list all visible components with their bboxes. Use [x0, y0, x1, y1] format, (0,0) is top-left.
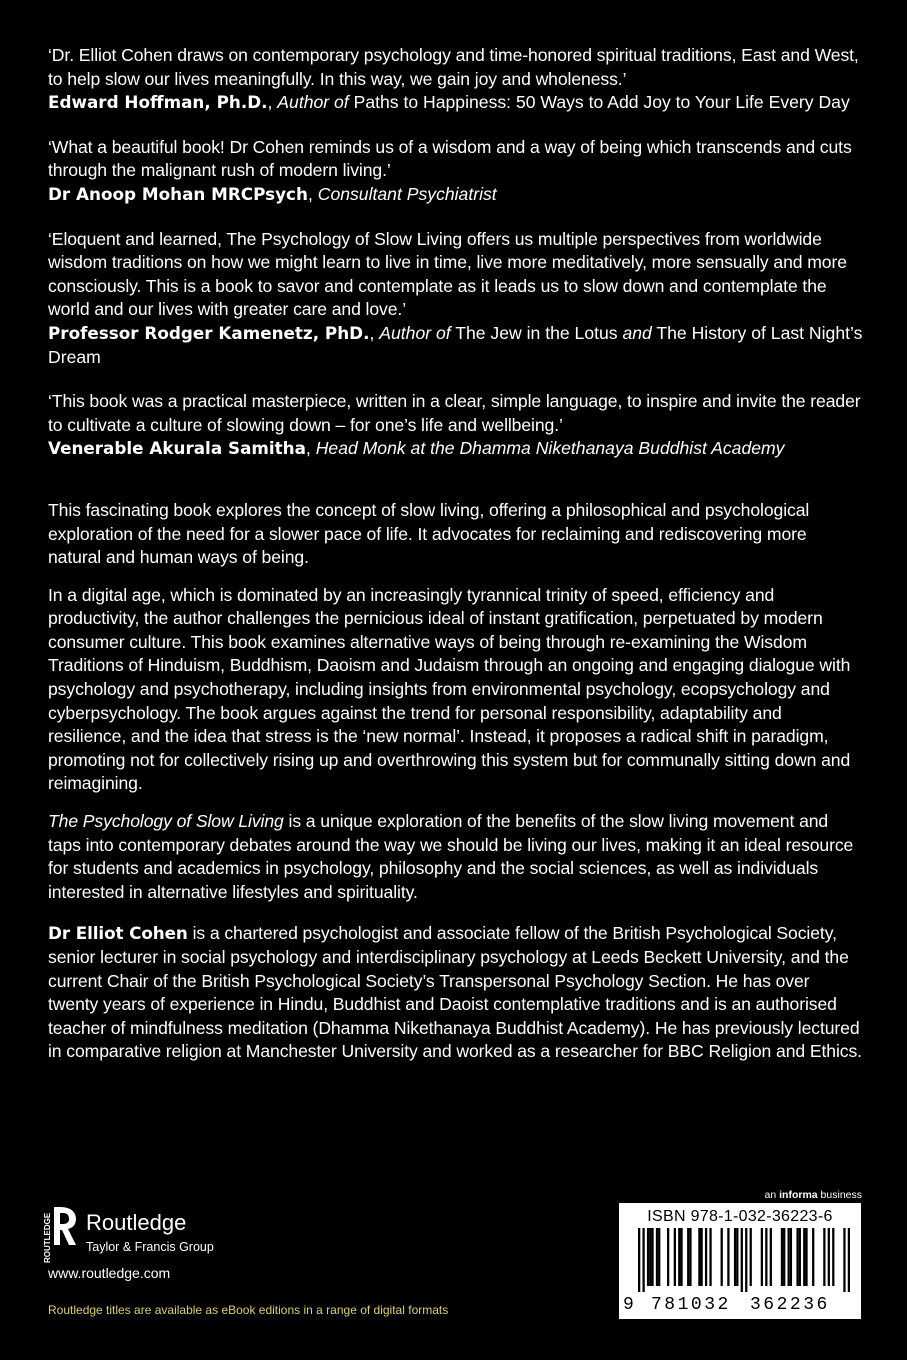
routledge-vertical-wordmark: ROUTLEDGE — [43, 1212, 52, 1263]
barcode-bar — [803, 1228, 805, 1286]
barcode-bar — [680, 1228, 682, 1286]
endorser-role: Author of — [277, 92, 349, 113]
barcode-bar — [658, 1228, 660, 1286]
barcode-bar — [805, 1228, 807, 1286]
routledge-logo — [42, 1205, 242, 1265]
barcode-bar — [736, 1228, 738, 1286]
routledge-mark-icon — [42, 1205, 78, 1263]
ean-left-group: 781032 — [651, 1295, 731, 1315]
barcode-bars — [638, 1228, 850, 1292]
endorser-name: Professor Rodger Kamenetz, PhD. — [48, 322, 370, 343]
endorser-work-2: The History of Last Night’s Dream — [48, 322, 863, 367]
endorsement-quote: ‘What a beautiful book! Dr Cohen reminds us of a wisdom and a way of being which transcends and cuts through the malignant rush of modern living.’ — [48, 136, 852, 181]
book-title: The Psychology of Slow Living — [48, 811, 284, 832]
barcode-bar — [700, 1228, 702, 1286]
publisher-group: Taylor & Francis Group — [86, 1240, 214, 1254]
barcode-bar — [678, 1228, 680, 1286]
barcode-bar — [781, 1228, 783, 1286]
barcode-bar — [828, 1228, 830, 1286]
barcode-bar — [848, 1228, 850, 1292]
barcode-bar — [812, 1228, 814, 1286]
barcode-bar — [651, 1228, 653, 1286]
endorsement-attribution — [48, 437, 863, 461]
barcode-bar — [765, 1228, 767, 1286]
barcode-bar — [783, 1228, 785, 1286]
endorsement-quote: ‘Eloquent and learned, The Psychology of Slow Living offers us multiple perspectives from worldwide wisdom traditions on how we might learn to live in time, live more meditatively, more sensually and more consciously. This is a book to savor and contemplate as it leads us to slow down and contemplate the world and our lives with greater care and love.’ — [48, 228, 847, 320]
barcode-bar — [687, 1228, 689, 1286]
barcode-bar — [799, 1228, 801, 1286]
author-bio — [48, 922, 863, 1064]
barcode-bar — [705, 1228, 707, 1286]
barcode-bar — [843, 1228, 845, 1292]
endorser-name: Dr Anoop Mohan MRCPsych — [48, 183, 308, 204]
endorsement-quote: ‘This book was a practical masterpiece, written in a clear, simple language, to inspire and invite the reader to cultivate a culture of slowing down – for one’s life and wellbeing.’ — [48, 391, 861, 435]
barcode-bar — [642, 1228, 644, 1292]
publisher-name: Routledge — [86, 1210, 187, 1235]
back-cover-text — [48, 44, 863, 1078]
barcode-bar — [656, 1228, 658, 1286]
informa-brand: informa — [779, 1189, 818, 1201]
barcode-bar — [741, 1228, 743, 1292]
barcode-bar — [761, 1228, 763, 1286]
description-paragraph-2: In a digital age, which is dominated by an increasingly tyrannical trinity of speed, efficiency and productivity, the author challenges the pernicious ideal of instant gratification, perpetuated by modern consumer culture. This book examines alternative ways of being through re-examining the Wisdom Traditions of Hinduism, Buddhism, Daoism and Judaism through an ongoing and engaging dialogue with psychology and psychotherapy, including insights from environmental psychology, ecopsychology and cyberpsychology. The book argues against the trend for personal responsibility, adaptability and resilience, and the idea that stress is the ‘new normal’. Instead, it proposes a radical shift in paradigm, promoting not for collectively rising up and overthrowing this system but for communally sitting down and reimagining. — [48, 584, 851, 794]
informa-prefix: an — [764, 1189, 780, 1201]
attribution-separator: , — [267, 92, 278, 113]
endorsement-attribution — [48, 91, 863, 115]
endorsement-attribution — [48, 183, 863, 207]
barcode-bar — [788, 1228, 790, 1286]
barcode-bar — [832, 1228, 834, 1286]
ebook-note: Routledge titles are available as eBook editions in a range of digital formats — [48, 1303, 449, 1317]
attribution-separator: , — [305, 438, 316, 459]
barcode-bar — [638, 1228, 640, 1292]
routledge-r-glyph — [54, 1207, 76, 1245]
barcode-bar — [823, 1228, 825, 1286]
publisher-url[interactable]: www.routledge.com — [48, 1265, 171, 1281]
barcode-bar — [796, 1228, 798, 1286]
endorsement-kamenetz — [48, 228, 863, 370]
endorsement-hoffman — [48, 44, 863, 115]
endorser-role: Author of — [379, 322, 451, 343]
attribution-separator: , — [369, 322, 380, 343]
attribution-separator: , — [307, 183, 318, 204]
ean-right-group: 362236 — [750, 1295, 830, 1315]
barcode-bar — [734, 1228, 736, 1286]
book-description — [48, 499, 863, 1064]
description-paragraph-3 — [48, 810, 863, 904]
informa-tagline — [738, 1188, 862, 1202]
endorsement-mohan — [48, 136, 863, 207]
endorser-name: Edward Hoffman, Ph.D. — [48, 92, 268, 113]
ean-first-digit: 9 — [623, 1295, 634, 1315]
attribution-conjunction: and — [622, 322, 652, 343]
barcode-bar — [745, 1228, 747, 1292]
endorser-role: Head Monk at the Dhamma Nikethanaya Buddhist Academy — [315, 438, 785, 459]
informa-suffix: business — [817, 1189, 862, 1201]
endorsement-quote: ‘Dr. Elliot Cohen draws on contemporary psychology and time-honored spiritual traditions, East and West, to help slow our lives meaningfully. In this way, we gain joy and wholeness.’ — [48, 45, 859, 89]
barcode-bar — [770, 1228, 772, 1286]
author-name: Dr Elliot Cohen — [48, 923, 188, 944]
description-paragraph-1: This fascinating book explores the concept of slow living, offering a philosophical and psychological exploration of the need for a slower pace of life. It advocates for reclaiming and rediscovering more natural and human ways of being. — [48, 499, 810, 568]
barcode-bar — [667, 1228, 669, 1286]
endorser-name: Venerable Akurala Samitha — [48, 438, 306, 459]
endorser-role: Consultant Psychiatrist — [317, 183, 497, 204]
barcode-bar — [721, 1228, 723, 1286]
endorser-work: The Jew in the Lotus — [450, 322, 623, 343]
barcode-bar — [790, 1228, 792, 1286]
isbn-label: ISBN 978-1-032-36223-6 — [647, 1208, 833, 1225]
endorsement-samitha — [48, 390, 863, 461]
barcode-bar — [647, 1228, 649, 1286]
endorsement-attribution — [48, 322, 863, 369]
barcode-bar — [709, 1228, 711, 1286]
endorser-work: Paths to Happiness: 50 Ways to Add Joy to Your Life Every Day — [348, 92, 850, 113]
barcode-bar — [727, 1228, 729, 1286]
barcode-bar — [750, 1228, 752, 1286]
barcode-bar — [674, 1228, 676, 1286]
barcode-bar — [649, 1228, 651, 1286]
description-paragraph-3-text: is a unique exploration of the benefits of the slow living movement and taps into contemporary debates around the way we should be living our lives, making it an ideal resource for students and academics in psychology, philosophy and the social sciences, as well as individuals interested in alternative lifestyles and spirituality. — [48, 811, 854, 902]
barcode-bar — [689, 1228, 691, 1286]
barcode-bar — [698, 1228, 700, 1286]
author-bio-text: is a chartered psychologist and associate fellow of the British Psychological Society, senior lecturer in social psychology and interdisciplinary psychology at Leeds Beckett University, and the current Chair of the British Psychological Society’s Transpersonal Psychology Section. He has over twenty years of experience in Hindu, Buddhist and Daoist contemplative traditions and is an authorised teacher of mindfulness meditation (Dhamma Nikethanaya Buddhist Academy). He has previously lectured in comparative religion at Manchester University and worked as a researcher for BBC Religion and Ethics. — [48, 923, 862, 1062]
